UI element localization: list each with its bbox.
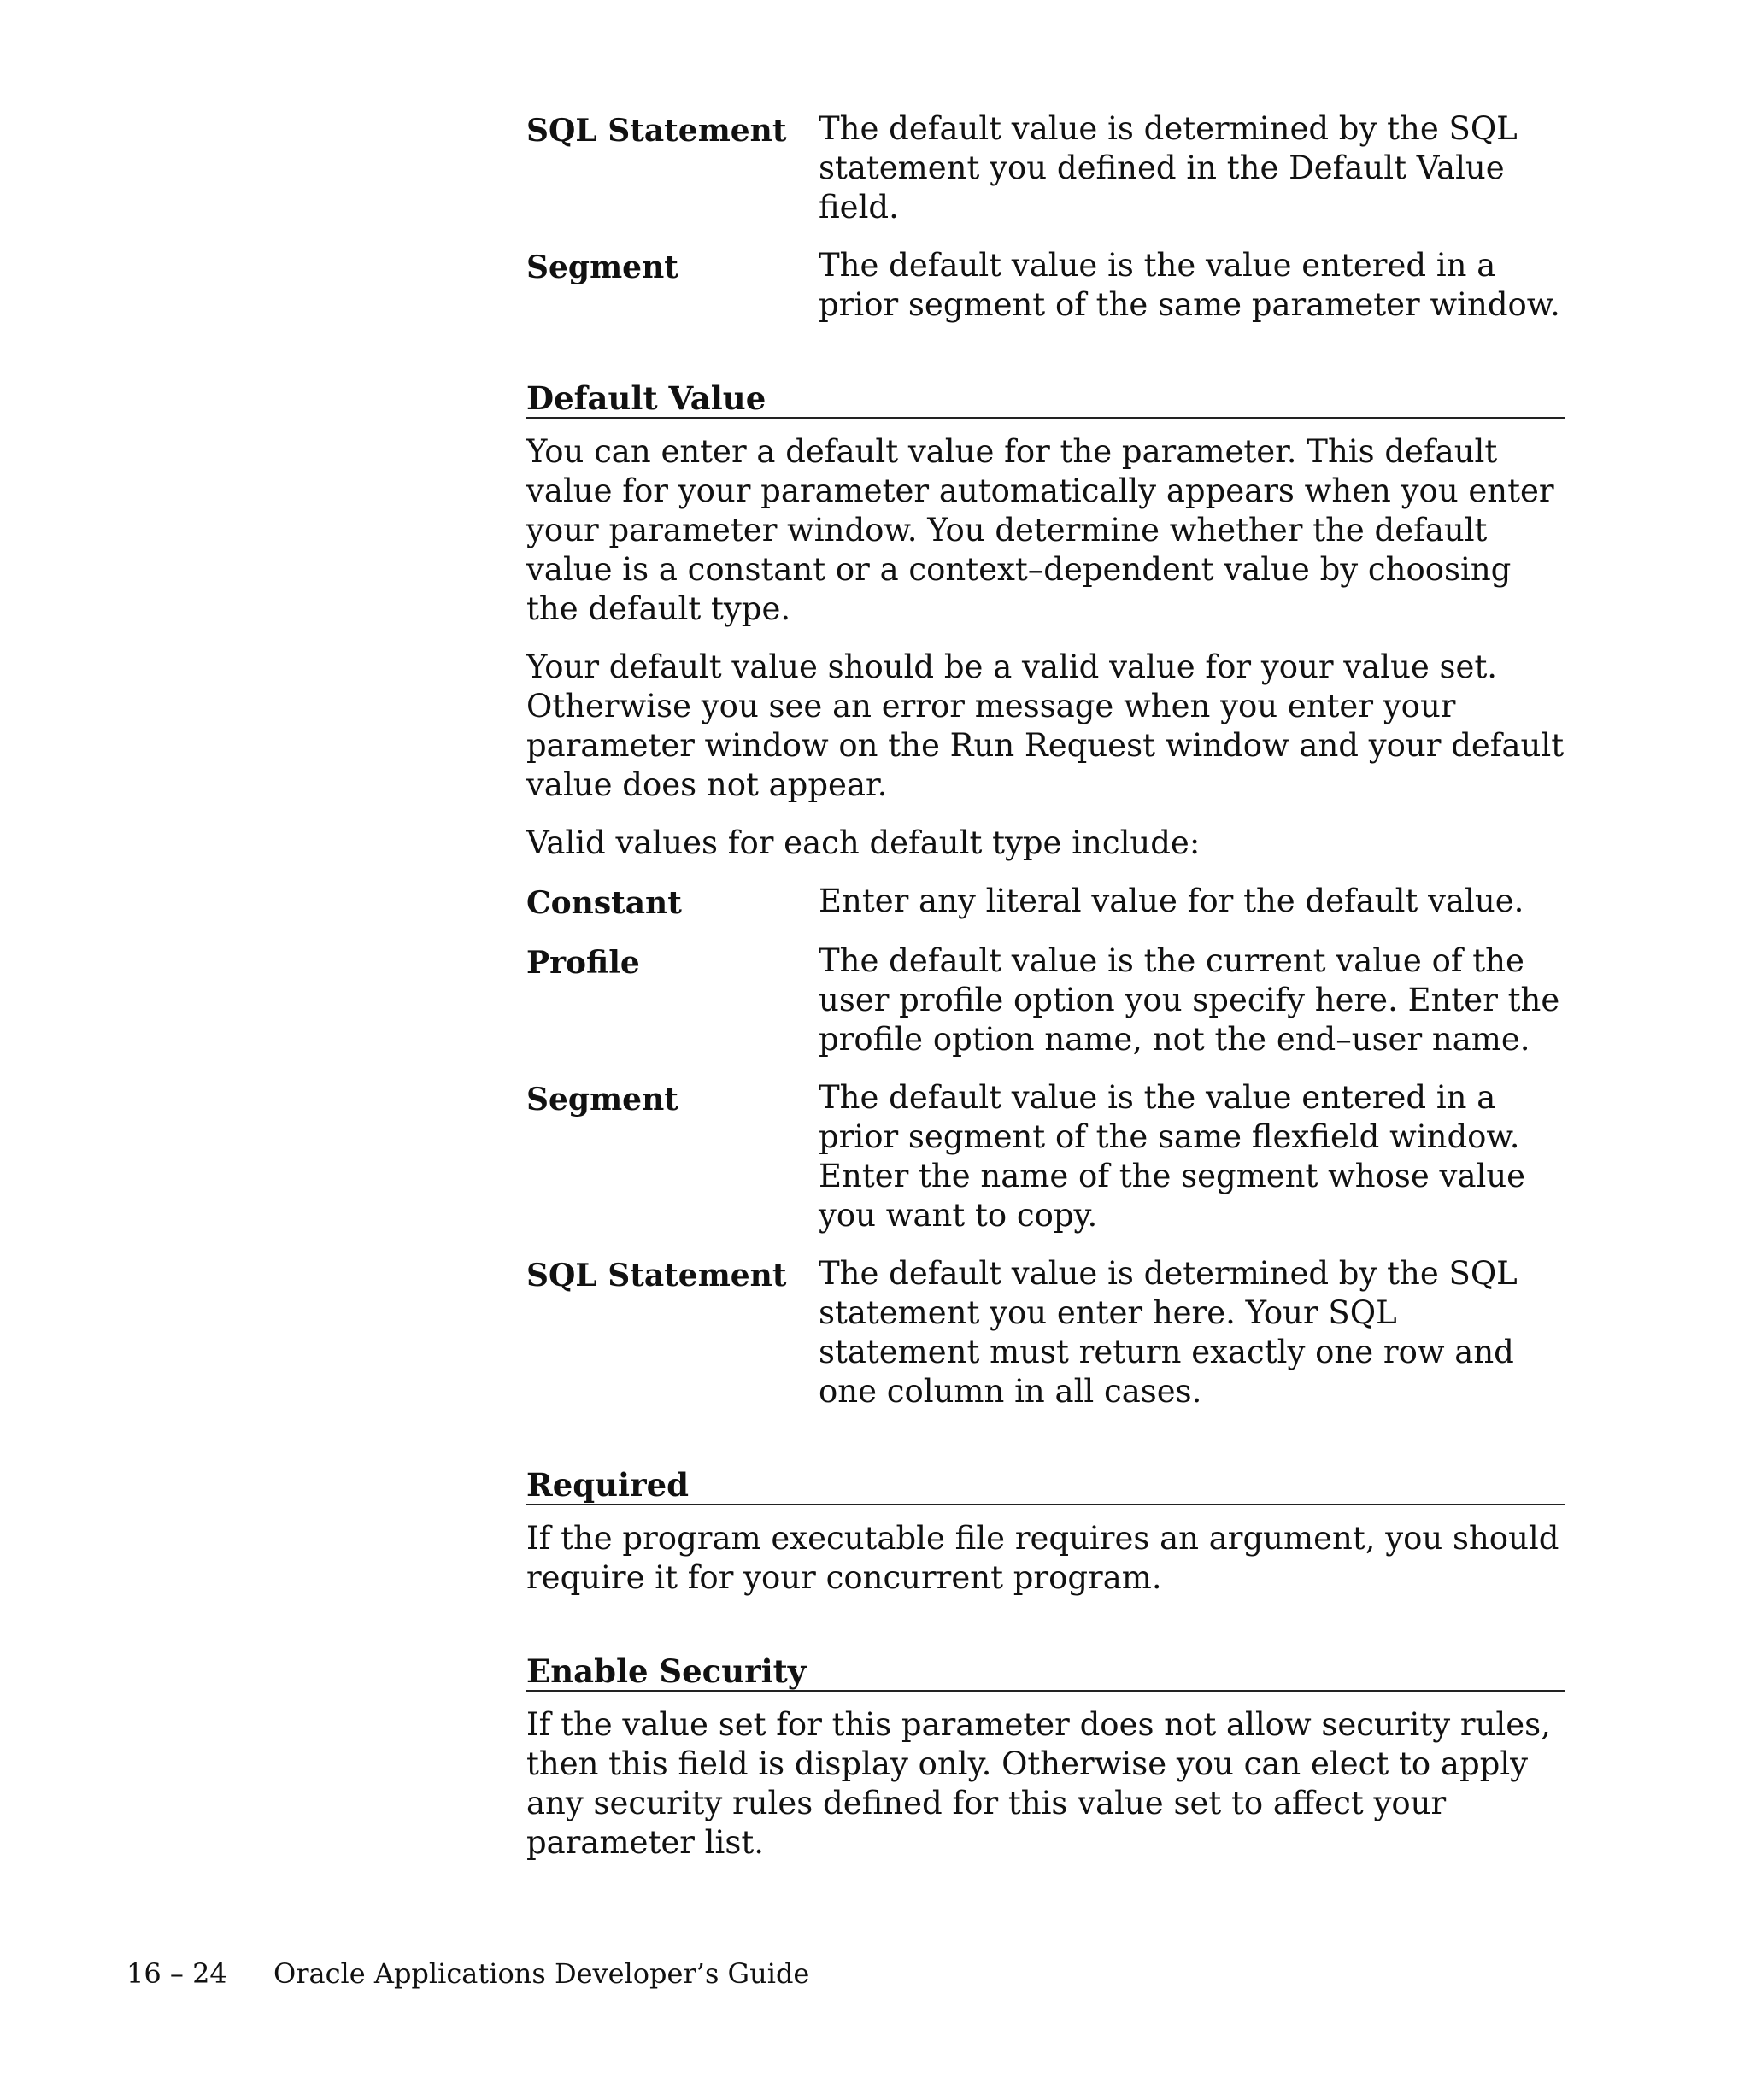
page-content bbox=[526, 109, 1565, 1881]
definition-description: The default value is the value entered in a prior segment of the same parameter window. bbox=[819, 247, 1560, 323]
paragraph: Valid values for each default type include: bbox=[526, 824, 1201, 861]
paragraph: If the value set for this parameter does not allow security rules, then this field is display only. Otherwise you can elect to apply any security rules defined for this value set to affect your parameter list. bbox=[526, 1706, 1551, 1861]
required-section bbox=[526, 1466, 1565, 1598]
definition-row bbox=[526, 109, 1565, 227]
top-definitions-list bbox=[526, 109, 1565, 325]
definition-term: Constant bbox=[526, 885, 682, 921]
definition-term: Segment bbox=[526, 249, 678, 285]
paragraph: If the program executable file requires an argument, you should require it for your concurrent program. bbox=[526, 1520, 1559, 1596]
definition-term: Segment bbox=[526, 1082, 678, 1117]
paragraph: Your default value should be a valid value for your value set. Otherwise you see an error message when you enter your parameter window on the Run Request window and your default value does not appear. bbox=[526, 648, 1565, 803]
default-type-definitions-list bbox=[526, 882, 1565, 1411]
enable-security-section bbox=[526, 1652, 1565, 1862]
definition-row bbox=[526, 941, 1565, 1059]
definition-row bbox=[526, 1078, 1565, 1235]
definition-description: The default value is the current value of the user profile option you specify here. Enter the profile option name, not the end–user name. bbox=[819, 942, 1560, 1058]
definition-term: SQL Statement bbox=[526, 113, 787, 149]
section-heading-default-value: Default Value bbox=[526, 379, 1565, 419]
definition-description: The default value is the value entered in a prior segment of the same flexfield window. Enter the name of the segment whose value you want to copy. bbox=[819, 1079, 1526, 1234]
default-value-section bbox=[526, 379, 1565, 1411]
definition-row bbox=[526, 882, 1565, 923]
definition-row bbox=[526, 1254, 1565, 1411]
definition-term: Profile bbox=[526, 945, 640, 981]
definition-description: The default value is determined by the SQL statement you enter here. Your SQL statement must return exactly one row and one column in all cases. bbox=[819, 1255, 1518, 1410]
page-footer bbox=[126, 1956, 809, 1991]
page-number: 16 – 24 bbox=[126, 1957, 227, 1990]
section-heading-required: Required bbox=[526, 1466, 1565, 1505]
definition-description: Enter any literal value for the default value. bbox=[819, 883, 1524, 919]
definition-row bbox=[526, 246, 1565, 325]
section-heading-enable-security: Enable Security bbox=[526, 1652, 1565, 1692]
definition-description: The default value is determined by the SQL statement you defined in the Default Value field. bbox=[819, 110, 1518, 226]
paragraph: You can enter a default value for the parameter. This default value for your parameter automatically appears when you enter your parameter window. You determine whether the default value is a constant or a context–dependent value by choosing the default type. bbox=[526, 433, 1554, 627]
book-title: Oracle Applications Developer’s Guide bbox=[273, 1957, 810, 1990]
definition-term: SQL Statement bbox=[526, 1258, 787, 1293]
